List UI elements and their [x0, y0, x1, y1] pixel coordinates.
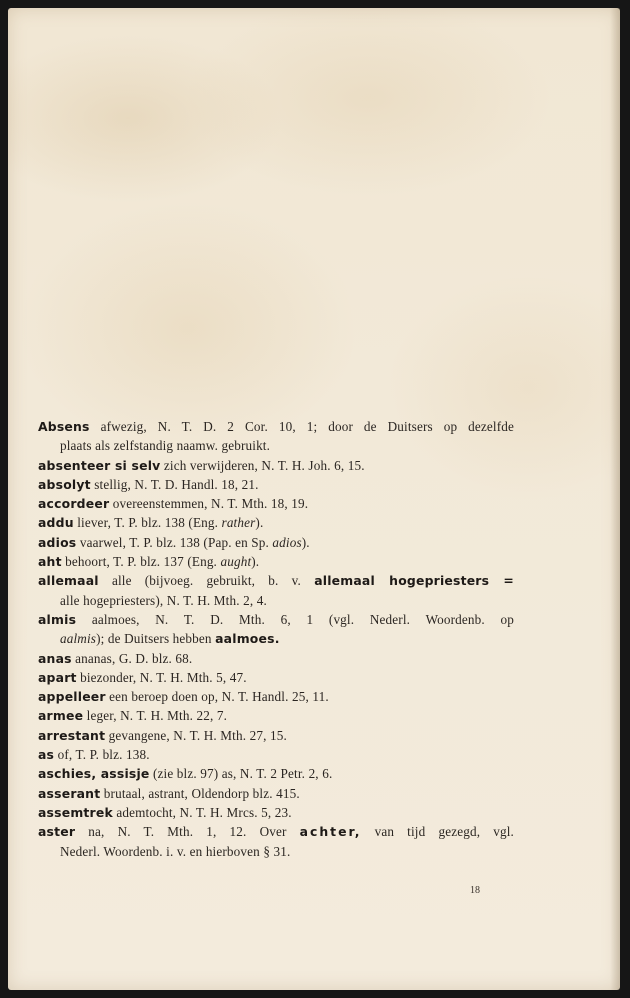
entry-continuation: [38, 436, 514, 455]
definition: plaats als zelfstandig naamw. gebruikt.: [60, 438, 271, 454]
entry-continuation: [38, 591, 514, 610]
entry-line: [38, 803, 514, 822]
headword: absolyt: [38, 476, 91, 492]
headword: absenteer si selv: [38, 457, 161, 473]
definition-end: van tijd gezegd, vgl.: [374, 824, 514, 840]
headword: armee: [38, 708, 84, 724]
definition: gevangene, N. T. H. Mth. 27, 15.: [108, 727, 287, 743]
definition: een beroep doen op, N. T. Handl. 25, 11.: [109, 689, 329, 705]
headword: almis: [38, 611, 77, 627]
italic-term: aalmis: [60, 631, 97, 647]
headword: addu: [38, 515, 74, 531]
definition: behoort, T. P. blz. 137 (Eng.: [65, 554, 221, 570]
definition-end: ).: [301, 534, 310, 550]
headword: allemaal: [38, 573, 99, 589]
headword: anas: [38, 650, 72, 666]
headword: accordeer: [38, 496, 110, 512]
definition: vaarwel, T. P. blz. 138 (Pap. en Sp.: [79, 534, 273, 550]
entry-line: [38, 745, 514, 764]
entry-line: [38, 764, 514, 783]
italic-term: adios: [272, 534, 302, 550]
definition-end: ).: [251, 554, 260, 570]
definition: of, T. P. blz. 138.: [57, 747, 150, 763]
entry-line: [38, 456, 514, 475]
entry-line: [38, 513, 514, 532]
italic-term: rather: [221, 515, 256, 531]
definition: Nederl. Woordenb. i. v. en hierboven § 31.: [60, 843, 291, 859]
definition: alle (bijvoeg. gebruikt, b. v.: [111, 573, 301, 589]
headword: asserant: [38, 785, 101, 801]
headword: adios: [38, 534, 77, 550]
definition: aalmoes, N. T. D. Mth. 6, 1 (vgl. Nederl. Woordenb. op: [91, 611, 514, 627]
headword: as: [38, 747, 55, 763]
book-page: [8, 8, 620, 990]
definition: afwezig, N. T. D. 2 Cor. 10, 1; door de Duitsers op dezelfde: [100, 419, 514, 434]
definition: overeenstemmen, N. T. Mth. 18, 19.: [112, 496, 309, 512]
entry-line: [38, 552, 514, 571]
entry-line: [38, 610, 514, 629]
entry-line: [38, 571, 514, 590]
entry-line: [38, 417, 514, 436]
bold-spaced-term: achter,: [299, 824, 362, 840]
headword: aster: [38, 824, 76, 840]
headword: arrestant: [38, 727, 106, 743]
definition: biezonder, N. T. H. Mth. 5, 47.: [80, 669, 247, 685]
definition: na, N. T. Mth. 1, 12. Over: [88, 824, 287, 840]
page-number: 18: [470, 885, 480, 896]
entry-line: [38, 649, 514, 668]
definition-end: ).: [255, 515, 264, 531]
bold-phrase: aalmoes.: [215, 631, 280, 647]
entry-line: [38, 784, 514, 803]
definition: (zie blz. 97) as, N. T. 2 Petr. 2, 6.: [153, 766, 333, 782]
entry-line: [38, 494, 514, 513]
definition: liever, T. P. blz. 138 (Eng.: [77, 515, 222, 531]
entry-line: [38, 533, 514, 552]
italic-term: aught: [220, 554, 252, 570]
definition: brutaal, astrant, Oldendorp blz. 415.: [103, 785, 300, 801]
dictionary-entries: [38, 417, 514, 861]
entry-line: [38, 822, 514, 841]
headword: aht: [38, 554, 62, 570]
definition: ademtocht, N. T. H. Mrcs. 5, 23.: [116, 804, 292, 820]
entry-continuation: [38, 629, 514, 648]
entry-line: [38, 475, 514, 494]
entry-line: [38, 726, 514, 745]
definition: alle hogepriesters), N. T. H. Mth. 2, 4.: [60, 592, 267, 608]
entry-continuation: [38, 842, 514, 861]
headword: assemtrek: [38, 804, 113, 820]
headword: Absens: [38, 419, 90, 434]
definition: ); de Duitsers hebben: [96, 631, 212, 647]
headword: apart: [38, 669, 77, 685]
bold-phrase: allemaal hogepriesters =: [314, 573, 515, 589]
entry-line: [38, 706, 514, 725]
definition: leger, N. T. H. Mth. 22, 7.: [86, 708, 228, 724]
headword: appelleer: [38, 689, 106, 705]
headword: aschies, assisje: [38, 766, 150, 782]
definition: stellig, N. T. D. Handl. 18, 21.: [94, 476, 259, 492]
entry-line: [38, 687, 514, 706]
entry-line: [38, 668, 514, 687]
definition: zich verwijderen, N. T. H. Joh. 6, 15.: [163, 457, 365, 473]
definition: ananas, G. D. blz. 68.: [75, 650, 193, 666]
